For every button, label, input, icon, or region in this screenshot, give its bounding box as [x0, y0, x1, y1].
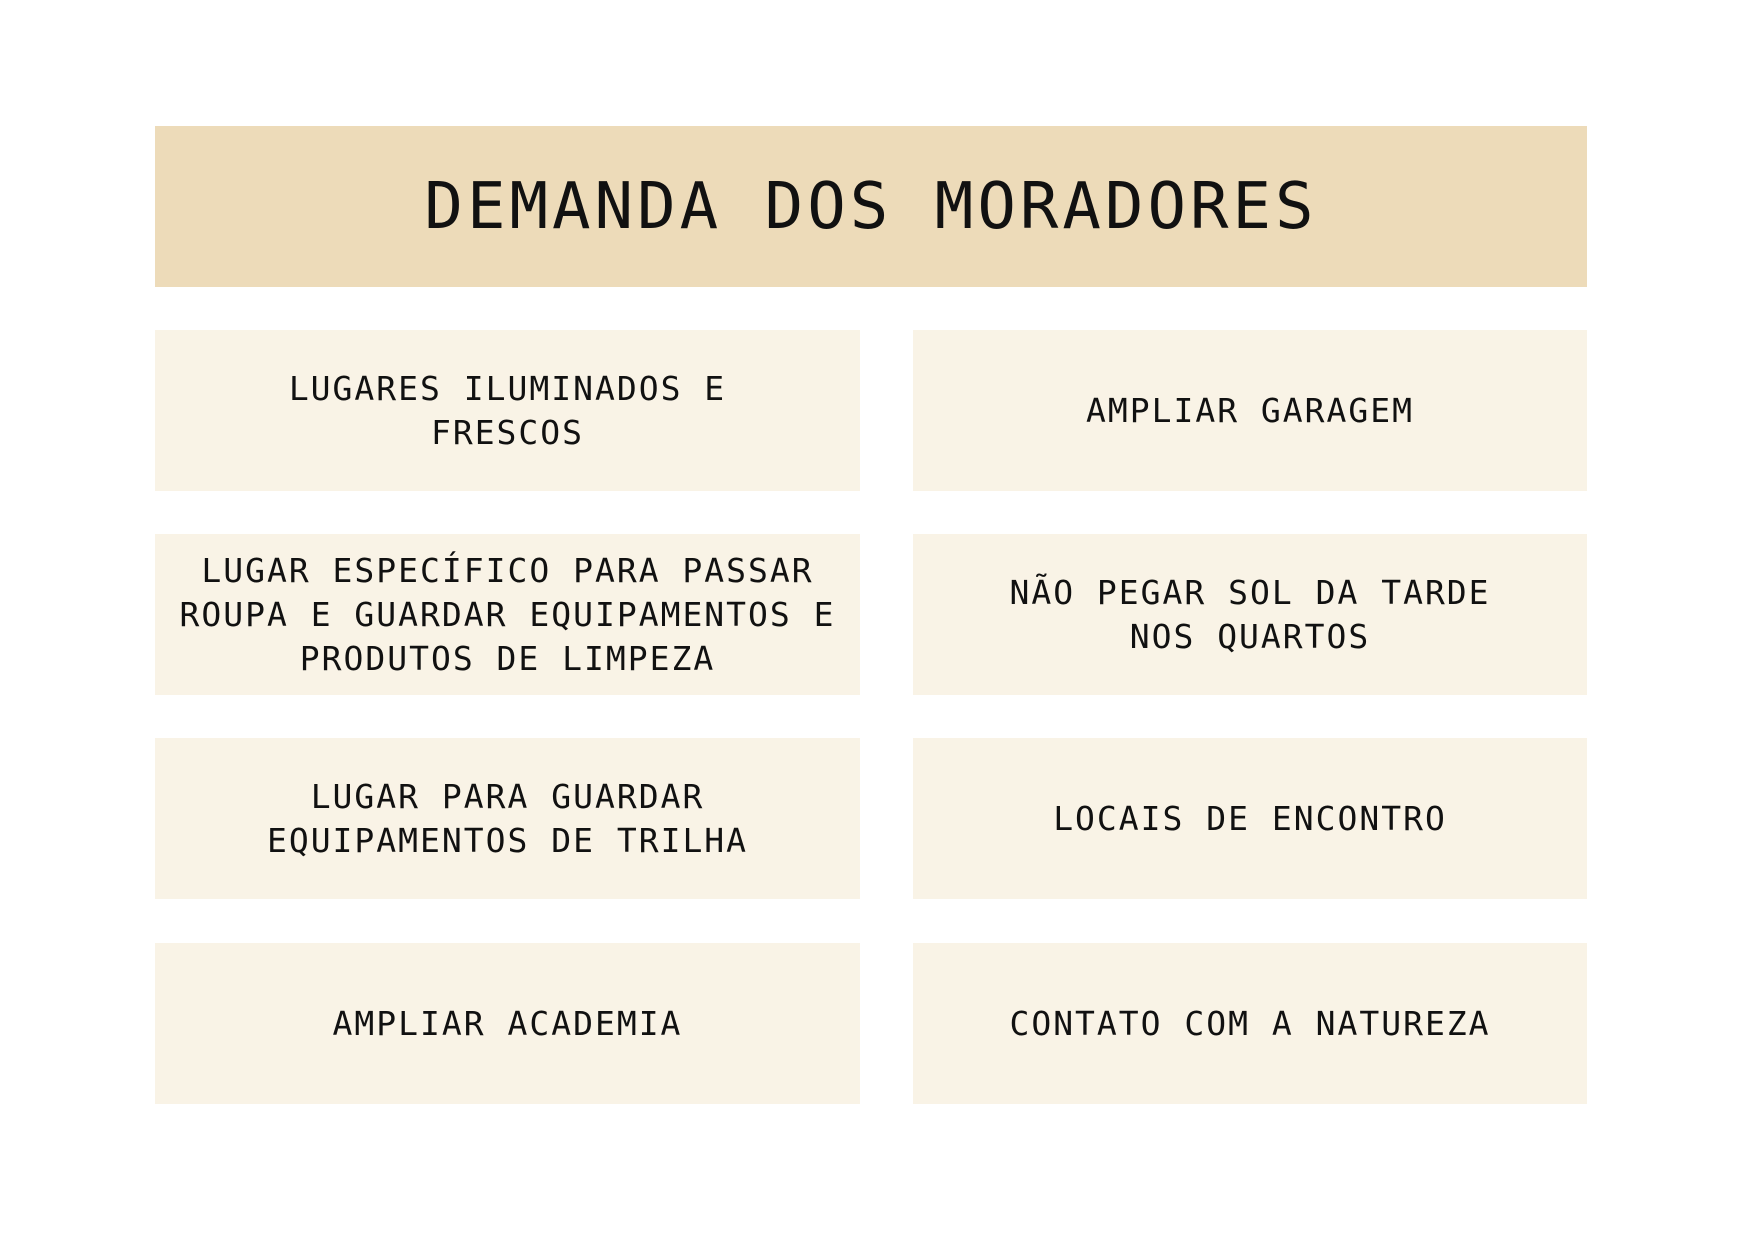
demand-text: LUGARES ILUMINADOS E FRESCOS: [288, 368, 727, 452]
demand-card-ampliar-academia: [155, 943, 860, 1104]
page-header: [155, 126, 1587, 287]
demand-card-lugares-iluminados: [155, 330, 860, 491]
demand-card-sol-da-tarde: [913, 534, 1587, 695]
demand-text: LUGAR ESPECÍFICO PARA PASSAR ROUPA E GUARDAR EQUIPAMENTOS E PRODUTOS DE LIMPEZA: [179, 550, 836, 678]
demand-card-contato-natureza: [913, 943, 1587, 1104]
demand-text: LUGAR PARA GUARDAR EQUIPAMENTOS DE TRILHA: [266, 776, 749, 860]
demand-text: AMPLIAR GARAGEM: [1085, 390, 1414, 430]
demand-text: NÃO PEGAR SOL DA TARDE NOS QUARTOS: [1009, 572, 1491, 656]
demand-text: AMPLIAR ACADEMIA: [332, 1003, 683, 1043]
demand-card-passar-roupa: [155, 534, 860, 695]
demand-card-ampliar-garagem: [913, 330, 1587, 491]
page-title: DEMANDA DOS MORADORES: [424, 169, 1318, 244]
demand-card-locais-encontro: [913, 738, 1587, 899]
demand-text: CONTATO COM A NATUREZA: [1009, 1003, 1491, 1043]
demand-card-equipamentos-trilha: [155, 738, 860, 899]
demand-text: LOCAIS DE ENCONTRO: [1053, 798, 1447, 838]
